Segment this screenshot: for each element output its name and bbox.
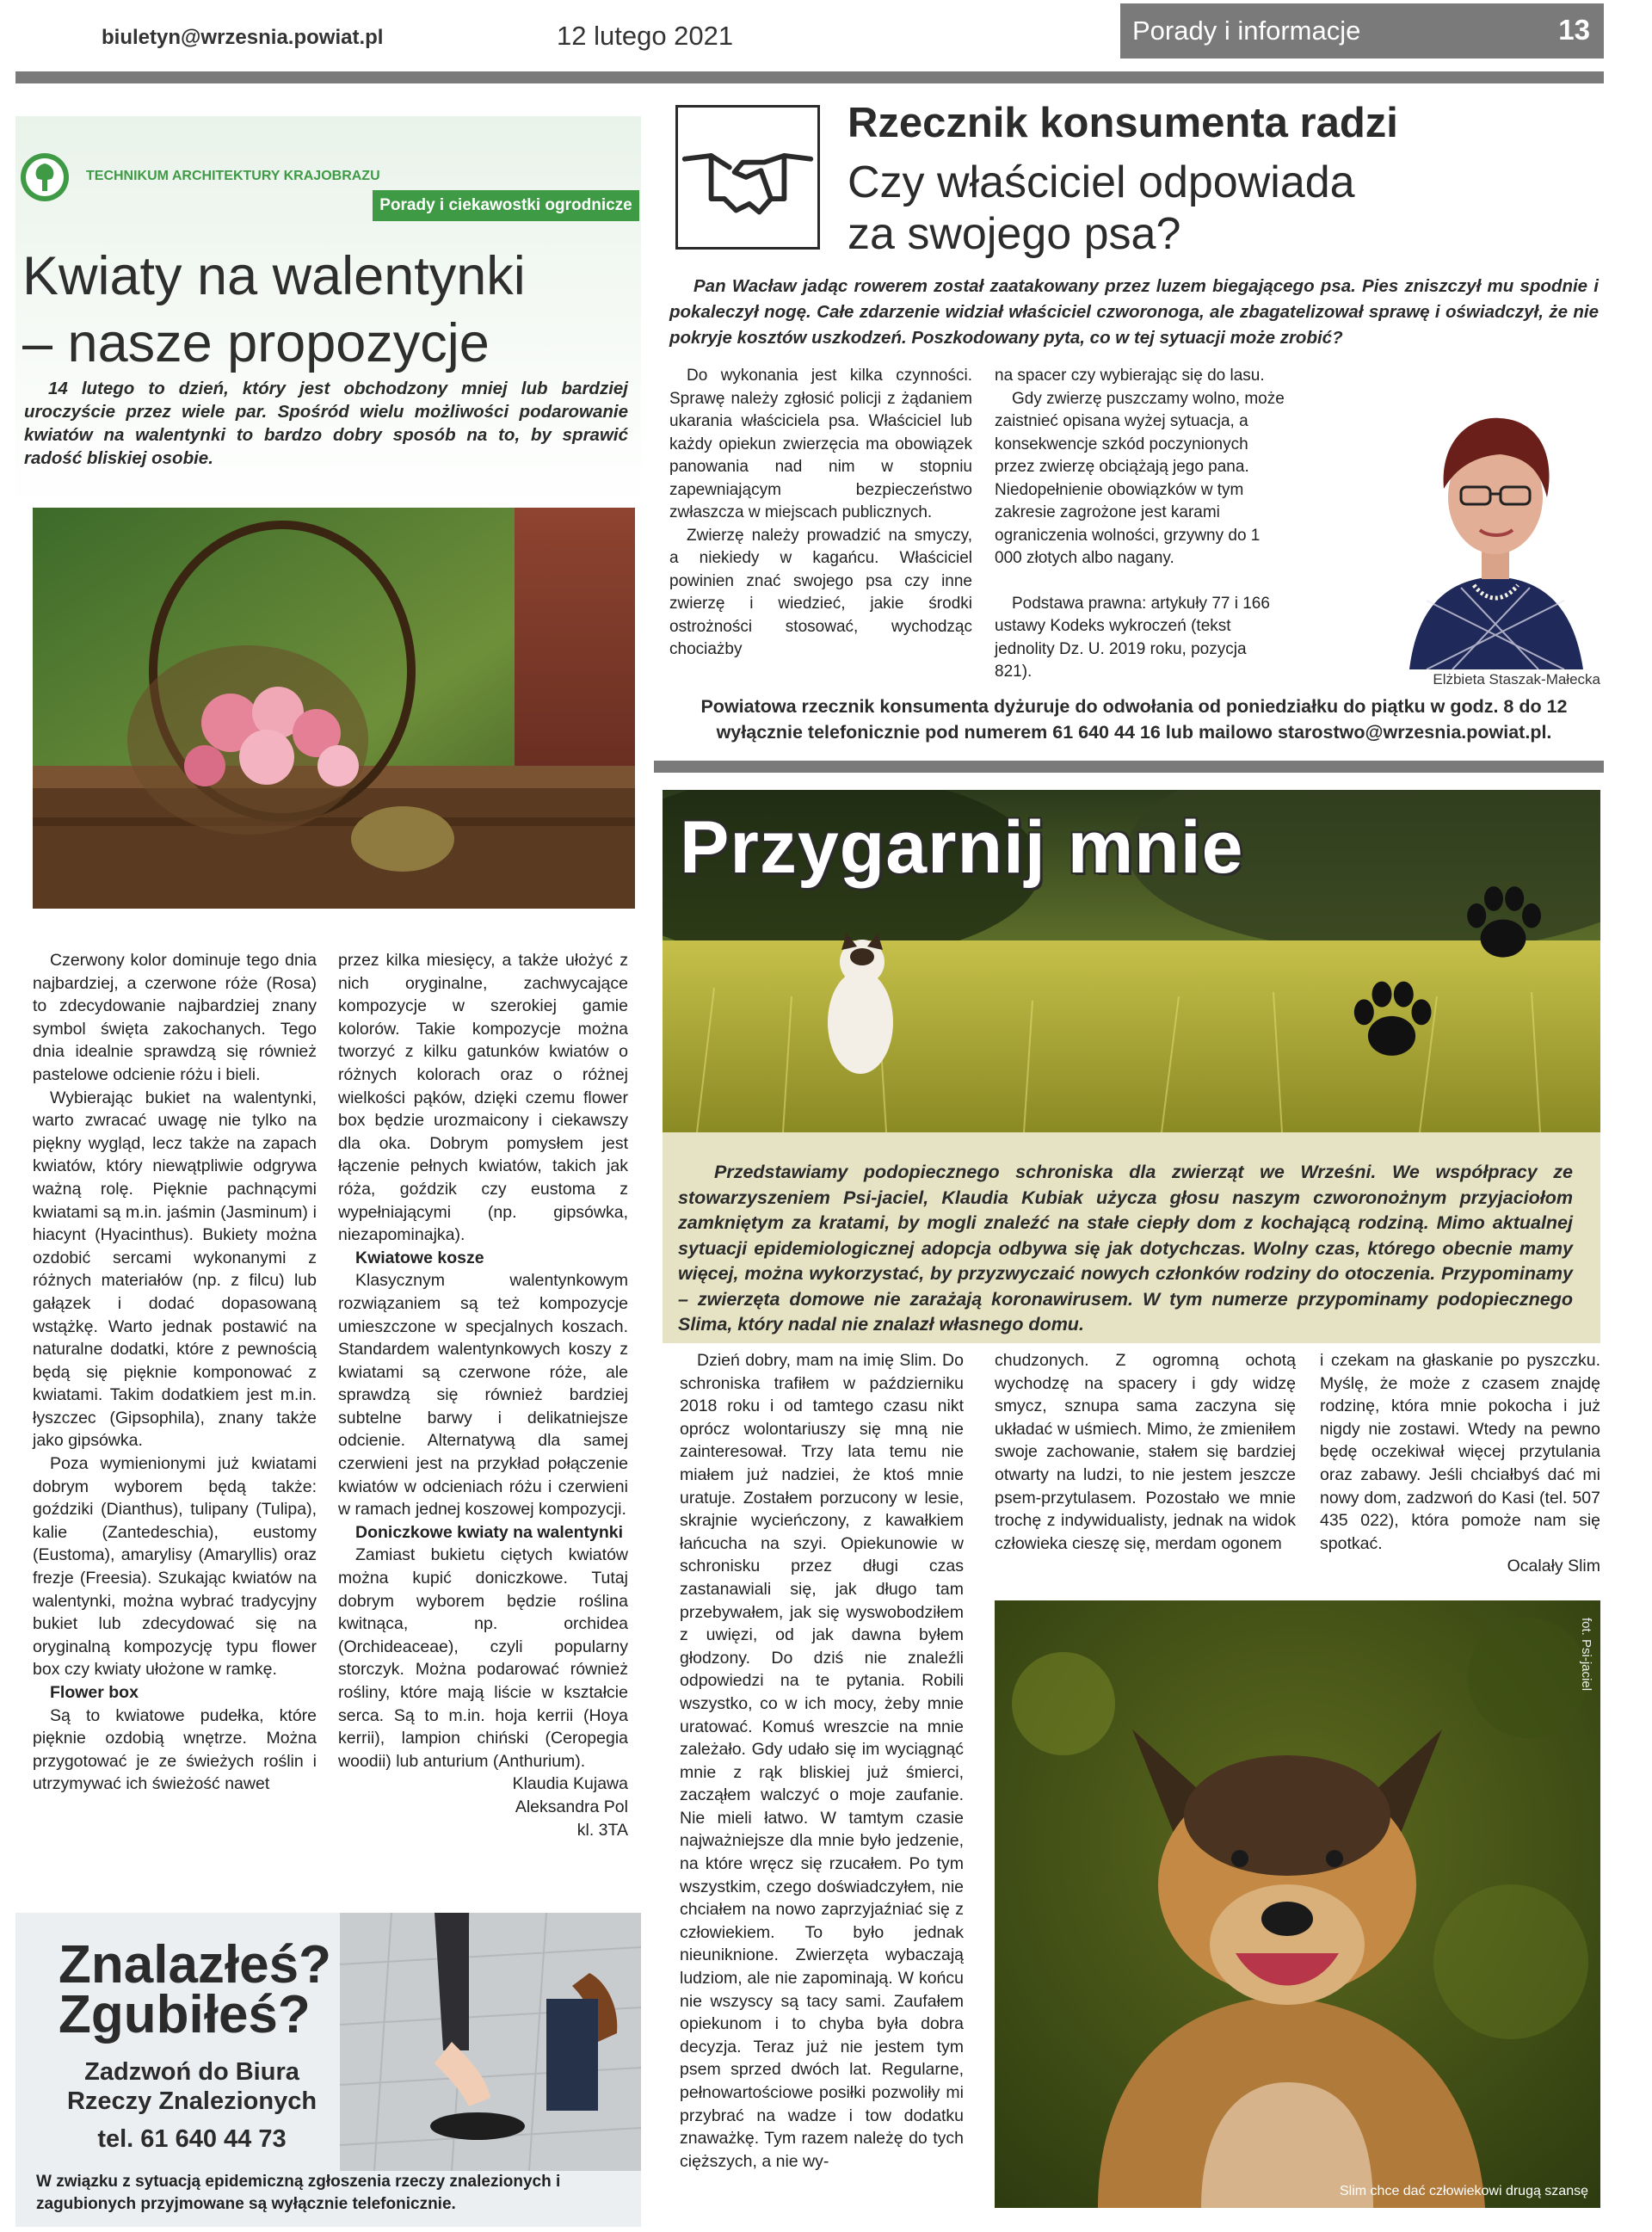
- lost-title: [59, 1935, 331, 2044]
- paw-icon: [1342, 971, 1441, 1070]
- lost-title-line1: Znalazłeś?: [59, 1935, 331, 1995]
- consumer-subtitle: [848, 157, 1355, 260]
- consumer-paragraph: na spacer czy wybierając się do lasu.: [995, 367, 1265, 385]
- flowers-subheading: Doniczkowe kwiaty na walentynki: [355, 1522, 624, 1542]
- advice-badge: Porady i ciekawostki ogrodnicze: [373, 190, 639, 221]
- advocate-caption: Elżbieta Staszak-Małecka: [1433, 671, 1600, 687]
- flowers-lead: 14 lutego to dzień, który jest obchodzony mniej lub bardziej uroczyście przez wiele par. Spośród wielu możliwości podarowanie kwiatów na walentynki to bardzo dobry sposób na to, by sprawić radość bliskiej osobie.: [24, 379, 628, 468]
- flowers-paragraph: Zamiast bukietu ciętych kwiatów można kupić doniczkowe. Tutaj dobrym wyborem będzie roślina kwitnąca, np. orchidea (Orchideaceae), czyli popularny storczyk. Można podarować również rośliny, które mają liście w kształcie serca. Są to m.in. hoja kerrii (Hoya kerrii), lampion chiński (Ceropegia woodii) lub anturium (Anthurium).: [338, 1545, 628, 1771]
- adopt-title: Przygarnij mnie: [680, 806, 1244, 889]
- adopt-col-3: [1320, 1349, 1600, 1578]
- header-section-bar: [1120, 3, 1604, 59]
- flowers-paragraph: Klasycznym walentynkowym rozwiązaniem są też kompozycje umieszczone w specjalnych koszach. Standardem walentynkowych koszy z kwiatami są czerwone róże, ale sprawdzą się również bardziej subtelne barwy i delikatniejsze odcienie. Alternatywą dla samej czerwieni jest na przykład połączenie kwiatów w odcieniach różu i czerwieni w ramach jednej koszowej kompozycji.: [338, 1271, 628, 1520]
- adopt-col-1: [680, 1349, 964, 2173]
- lost-note: W związku z sytuacją epidemiczną zgłoszenia rzeczy znalezionych i zagubionych przyjmowane są wyłącznie telefonicznie.: [36, 2173, 561, 2213]
- flowers-title-line2: – nasze propozycje: [22, 313, 490, 373]
- adopt-lead-band: [663, 1132, 1600, 1343]
- lost-contact-line2: Rzeczy Znalezionych: [66, 2087, 317, 2115]
- flowers-title: [22, 243, 526, 377]
- consumer-subtitle-line2: za swojego psa?: [848, 209, 1181, 259]
- lost-phone: tel. 61 640 44 73: [97, 2125, 287, 2153]
- lost-title-line2: Zgubiłeś?: [59, 1985, 311, 2044]
- consumer-subtitle-line1: Czy właściciel odpowiada: [848, 157, 1355, 207]
- slim-caption: Slim chce dać człowiekowi drugą szansę: [1339, 2184, 1588, 2198]
- consumer-title: Rzecznik konsumenta radzi: [848, 100, 1398, 146]
- adopt-paragraph: Dzień dobry, mam na imię Slim. Do schroniska trafiłem w październiku 2018 roku i od tamtego czasu nikt oprócz wolontariuszy się mną nie zainteresował. Trzy lata temu nie miałem już nadziei, że ktoś mnie uratuje. Zostałem porzucony w lesie, skrajnie wycieńczony, z kawałkiem łańcucha na szyi. Opiekunowie w schronisku przez długi czas zastanawiali się, jak długo tam przebywałem, jak się wyswobodziłem z uwięzi, od jak dawna byłem głodzony. Do dziś nie znaleźli odpowiedzi na te pytania. Robili wszystko, co w ich mocy, żeby mnie uratować. Komuś wreszcie na mnie zależało. Gdy udało się im wyciągnąć mnie z rąk bliskiej już śmierci, zacząłem walczyć o moje zaufanie. Nie mieli łatwo. W tamtym czasie najważniejsze dla mnie było jedzenie, na które wręcz się rzucałem. Po tym wszystkim, czego doświadczyłem, nie chciałem na nowo zaprzyjaźniać się z człowiekiem. To było jednak nieuniknione. Zwierzęta wybaczają ludziom, ale nie zapominają. W końcu nie wszyscy są tacy sami. Zaufałem opiekunom i to chyba była dobra decyzja. Teraz już nie jestem tym psem sprzed dwóch lat. Regularne, pełnowartościowe posiłki pozwoliły mi przybrać na wadze i tow dodatku znaważkę. Tym razem należę do tych cięższych, a nie wy-: [680, 1351, 964, 2171]
- author-name: Klaudia Kujawa: [512, 1774, 628, 1794]
- flowers-col-2: [338, 949, 628, 1841]
- adopt-paragraph: i czekam na głaskanie po pyszczku. Myślę, że może z czasem znajdę rodzinę, która mnie pokocha i już nigdy nie zostawi. Wtedy na pewno będę oczekiwał więcej przytulania oraz zabawy. Jeśli chciałbyś dać mi nowy dom, zadzwoń do Kasi (tel. 507 435 022), która pomoże nam się spotkać.: [1320, 1351, 1600, 1553]
- slim-dog-photo: [995, 1600, 1600, 2208]
- adopt-signature: Ocalały Slim: [1507, 1557, 1600, 1576]
- flowers-subheading: Kwiatowe kosze: [355, 1248, 484, 1267]
- flowers-col-1: [33, 949, 317, 1796]
- consumer-paragraph: Podstawa prawna: artykuły 77 i 166 ustawy Kodeks wykroczeń (tekst jednolity Dz. U. 2019 roku, pozycja 821).: [995, 594, 1270, 681]
- consumer-col-1: [669, 365, 972, 662]
- adopt-col-2: [995, 1349, 1296, 1555]
- flowers-paragraph: przez kilka miesięcy, a także ułożyć z nich oryginalne, zachwycające kompozycje w szerokiej gamie kolorów. Takie kompozycje można tworzyć z kilku gatunków kwiatów o różnych kolorach oraz o różnej wielkości pąków, dzięki czemu flower box będzie urozmaicony i ciekawszy dla oka. Dobrym pomysłem jest łączenie pełnych kwiatów, takich jak róża, goździk czy eustoma z wypełniającymi (np. gipsówka, niezapominajka).: [338, 951, 628, 1245]
- header-date: 12 lutego 2021: [557, 21, 734, 51]
- section-divider: [654, 761, 1604, 773]
- consumer-col-2: [995, 365, 1287, 684]
- consumer-footer: Powiatowa rzecznik konsumenta dyżuruje do odwołania od poniedziałku do piątku w godz. 8 do 12 wyłącznie telefonicznie pod numerem 61 640 44 16 lub mailowo starostwo@wrzesnia.powiat.pl.: [700, 696, 1568, 743]
- header-section: Porady i informacje: [1132, 15, 1361, 46]
- adopt-paragraph: chudzonych. Z ogromną ochotą wychodzę na spacery i gdy widzę smycz, sznupa sama zaczyna się układać w uśmiech. Mimo, że zmieniłem swoje zachowanie, stałem się bardziej otwarty na ludzi, to nie jestem jeszcze psem-przytulasem. Pozostało we mnie trochę z indywidualisty, jednak na widok człowieka cieszę się, merdam ogonem: [995, 1351, 1296, 1553]
- lost-found-box: [15, 1913, 641, 2227]
- consumer-lead: Pan Wacław jadąc rowerem został zaatakowany przez luzem biegającego psa. Pies zniszczył mu spodnie i pokaleczył nogę. Całe zdarzenie widział właściciel czworonoga, ale zbagatelizował sprawę i oświadczył, że nie pokryje kosztów uszkodzeń. Poszkodowany pyta, co w tej sytuacji może zrobić?: [669, 276, 1599, 348]
- lost-contact-line1: Zadzwoń do Biura: [84, 2058, 299, 2086]
- photo-credit: fot. Psi-jaciel: [1579, 1618, 1593, 1692]
- lost-contact: [59, 2057, 325, 2154]
- flowers-subheading: Flower box: [50, 1683, 139, 1702]
- flowers-paragraph: Czerwony kolor dominuje tego dnia najbardziej, a czerwone róże (Rosa) to zdecydowanie najbardziej znany symbol święta zakochanych. Tego dnia idealnie sprawdzą się również pastelowe odcienie różu i bieli.: [33, 951, 317, 1084]
- adopt-lead: Przedstawiamy podopiecznego schroniska dla zwierząt we Wrześni. We współpracy ze stowarzyszeniem Psi-jaciel, Klaudia Kubiak użycza głosu naszym czworonożnym przyjaciołom zamkniętym za kratami, by mogli znaleźć na stałe ciepły dom z kochającą rodziną. Mimo aktualnej sytuacji epidemiologicznej adopcja odbywa się jak dotychczas. Wolny czas, którego obecnie mamy więcej, można wykorzystać, by przyzwyczaić nowych członków rodziny do otoczenia. Przypominamy – zwierzęta domowe nie zarażają koronawirusem. W tym numerze przypominamy podopiecznego Slima, który nadal nie znalazł własnego domu.: [678, 1162, 1573, 1335]
- page-number: 13: [1558, 14, 1590, 46]
- school-name: TECHNIKUM ARCHITEKTURY KRAJOBRAZU: [86, 169, 380, 183]
- paw-icon: [1456, 876, 1550, 971]
- header-email: biuletyn@wrzesnia.powiat.pl: [102, 26, 384, 49]
- flower-basket-photo: [33, 508, 635, 909]
- flowers-paragraph: Poza wymienionymi już kwiatami dobrym wyborem będą także: goździki (Dianthus), tulipany (Tulipa), kalie (Zantedeschia), eustomy (Eustoma), amarylisy (Amaryllis) oraz frezje (Freesia). Szukając kwiatów na walentynki, można wybrać tradycyjny bukiet lub zdecydować się na oryginalną kompozycję typu flower box czy kwiaty ułożone w ramkę.: [33, 1454, 317, 1680]
- consumer-paragraph: Zwierzę należy prowadzić na smyczy, a niekiedy w kagańcu. Właściciel powinien znać swojego psa czy inne zwierzę i wiedzieć, jakie środki ostrożności stosować, wychodząc chociażby: [669, 526, 972, 658]
- flowers-paragraph: Wybierając bukiet na walentynki, warto zwracać uwagę nie tylko na piękny wygląd, lecz także na zapach kwiatów, który niewątpliwie odgrywa ważną rolę. Pięknie pachnącymi kwiatami są m.in. jaśmin (Jasminum) i hiacynt (Hyacinthus). Bukiety można ozdobić sercami wykonanymi z różnych materiałów (np. z filcu) lub gałązek i dodać dopasowaną wstążkę. Warto jednak postawić na naturalne dodatki, które z pewnością będą się pięknie komponować z kwiatami. Takim dodatkiem jest m.in. łyszczec (Gipsophila), znany także jako gipsówka.: [33, 1088, 317, 1451]
- author-class: kl. 3TA: [576, 1820, 628, 1840]
- consumer-paragraph: Do wykonania jest kilka czynności. Sprawę należy zgłosić policji z żądaniem ukarania właściciela psa. Właściciel lub każdy opiekun zwierzęcia ma obowiązek panowania nad nim w stopniu zapewniającym bezpieczeństwo zwłaszcza w miejscach publicznych.: [669, 367, 972, 521]
- flowers-title-line1: Kwiaty na walentynki: [22, 246, 526, 306]
- advocate-portrait: [1392, 385, 1599, 669]
- consumer-paragraph: Gdy zwierzę puszczamy wolno, może zaistnieć opisana wyżej sytuacja, a konsekwencje szkód poczynionych przez zwierzę obciążają jego pana. Niedopełnienie obowiązków w tym zakresie zagrożone jest karami ograniczenia wolności, grzywny do 1 000 złotych albo nagany.: [995, 389, 1285, 567]
- header-rule: [15, 71, 1604, 83]
- author-name: Aleksandra Pol: [515, 1797, 628, 1816]
- flowers-paragraph: Są to kwiatowe pudełka, które pięknie ozdobią wnętrze. Można przygotować je ze świeżych roślin i utrzymywać ich świeżość nawet: [33, 1705, 317, 1794]
- school-logo: [19, 151, 71, 203]
- lost-found-photo: [340, 1913, 641, 2171]
- handshake-icon: [675, 105, 820, 250]
